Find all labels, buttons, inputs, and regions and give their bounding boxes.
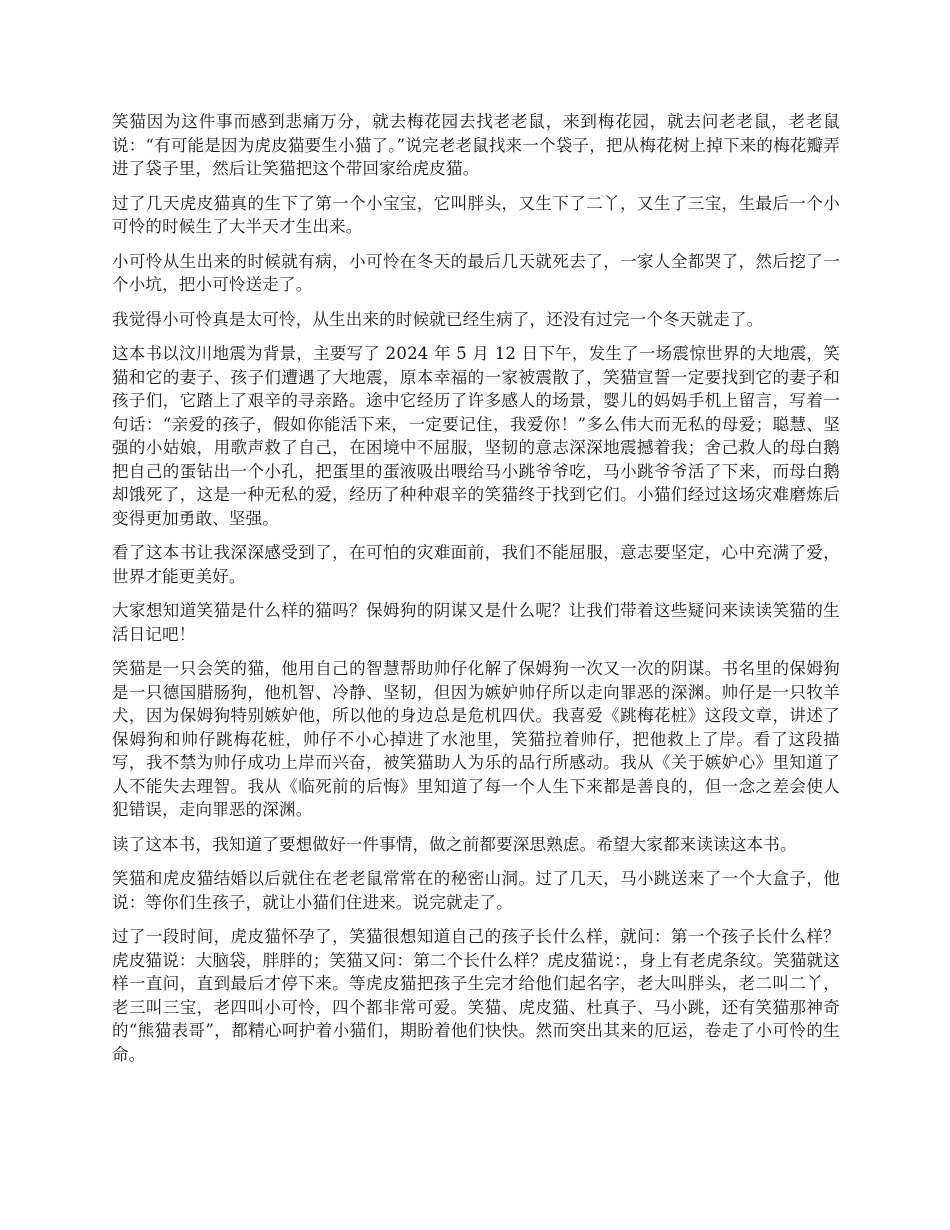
document-body: [112, 110, 840, 1077]
paragraph-11: 过了一段时间，虎皮猫怀孕了，笑猫很想知道自己的孩子长什么样，就问：第一个孩子长什么样？虎皮猫说：大脑袋，胖胖的；笑猫又问：第二个长什么样？虎皮猫说：，身上有老虎条纹。笑猫就这样一直问，直到最后才停下来。等虎皮猫把孩子生完才给他们起名字，老大叫胖头，老二叫二丫，老三叫三宝，老四叫小可怜，四个都非常可爱。笑猫、虎皮猫、杜真子、马小跳，还有笑猫那神奇的“熊猫表哥”，都精心呵护着小猫们，期盼着他们快快。然而突出其来的厄运，卷走了小可怜的生命。: [112, 927, 840, 1064]
paragraph-5: 这本书以汶川地震为背景，主要写了 2024 年 5 月 12 日下午，发生了一场震惊世界的大地震，笑猫和它的妻子、孩子们遭遇了大地震，原本幸福的一家被震散了，笑猫宣誓一定要找到它的妻子和孩子们，它踏上了艰辛的寻亲路。途中它经历了许多感人的场景，婴儿的妈妈手机上留言，写着一句话：“亲爱的孩子，假如你能活下来，一定要记住，我爱你！”多么伟大而无私的母爱；聪慧、坚强的小姑娘，用歌声救了自己，在困境中不屈服，坚韧的意志深深地震撼着我；舍己救人的母白鹅把自己的蛋钻出一个小孔，把蛋里的蛋液吸出喂给马小跳爷爷吃，马小跳爷爷活了下来，而母白鹅却饿死了，这是一种无私的爱，经历了种种艰辛的笑猫终于找到它们。小猫们经过这场灾难磨炼后变得更加勇敢、坚强。: [112, 344, 840, 528]
paragraph-6: 看了这本书让我深深感受到了，在可怕的灾难面前，我们不能屈服，意志要坚定，心中充满了爱，世界才能更美好。: [112, 543, 840, 586]
paragraph-3: 小可怜从生出来的时候就有病，小可怜在冬天的最后几天就死去了，一家人全都哭了，然后挖了一个小坑，把小可怜送走了。: [112, 251, 840, 294]
paragraph-1: 笑猫因为这件事而感到悲痛万分，就去梅花园去找老老鼠，来到梅花园，就去问老老鼠，老老鼠说：“有可能是因为虎皮猫要生小猫了。”说完老老鼠找来一个袋子，把从梅花树上掉下来的梅花瓣弄进了袋子里，然后让笑猫把这个带回家给虎皮猫。: [112, 112, 840, 178]
paragraph-8: 笑猫是一只会笑的猫，他用自己的智慧帮助帅仔化解了保姆狗一次又一次的阴谋。书名里的保姆狗是一只德国腊肠狗，他机智、冷静、坚韧，但因为嫉妒帅仔所以走向罪恶的深渊。帅仔是一只牧羊犬，因为保姆狗特别嫉妒他，所以他的身边总是危机四伏。我喜爱《跳梅花桩》这段文章，讲述了保姆狗和帅仔跳梅花桩，帅仔不小心掉进了水池里，笑猫拉着帅仔，把他救上了岸。看了这段描写，我不禁为帅仔成功上岸而兴奋，被笑猫助人为乐的品行所感动。我从《关于嫉妒心》里知道了人不能失去理智。我从《临死前的后悔》里知道了每一个人生下来都是善良的，但一念之差会使人犯错误，走向罪恶的深渊。: [112, 659, 840, 819]
paragraph-10: 笑猫和虎皮猫结婚以后就住在老老鼠常常在的秘密山洞。过了几天，马小跳送来了一个大盒子，他说：等你们生孩子，就让小猫们住进来。说完就走了。: [112, 869, 840, 912]
paragraph-4: 我觉得小可怜真是太可怜，从生出来的时候就已经生病了，还没有过完一个冬天就走了。: [112, 309, 764, 329]
paragraph-9: 读了这本书，我知道了要想做好一件事情，做之前都要深思熟虑。希望大家都来读读这本书。: [112, 834, 797, 854]
paragraph-7: 大家想知道笑猫是什么样的猫吗？保姆狗的阴谋又是什么呢？让我们带着这些疑问来读读笑猫的生活日记吧！: [112, 601, 840, 644]
paragraph-2: 过了几天虎皮猫真的生下了第一个小宝宝，它叫胖头，又生下了二丫，又生了三宝，生最后一个小可怜的时候生了大半天才生出来。: [112, 193, 840, 236]
